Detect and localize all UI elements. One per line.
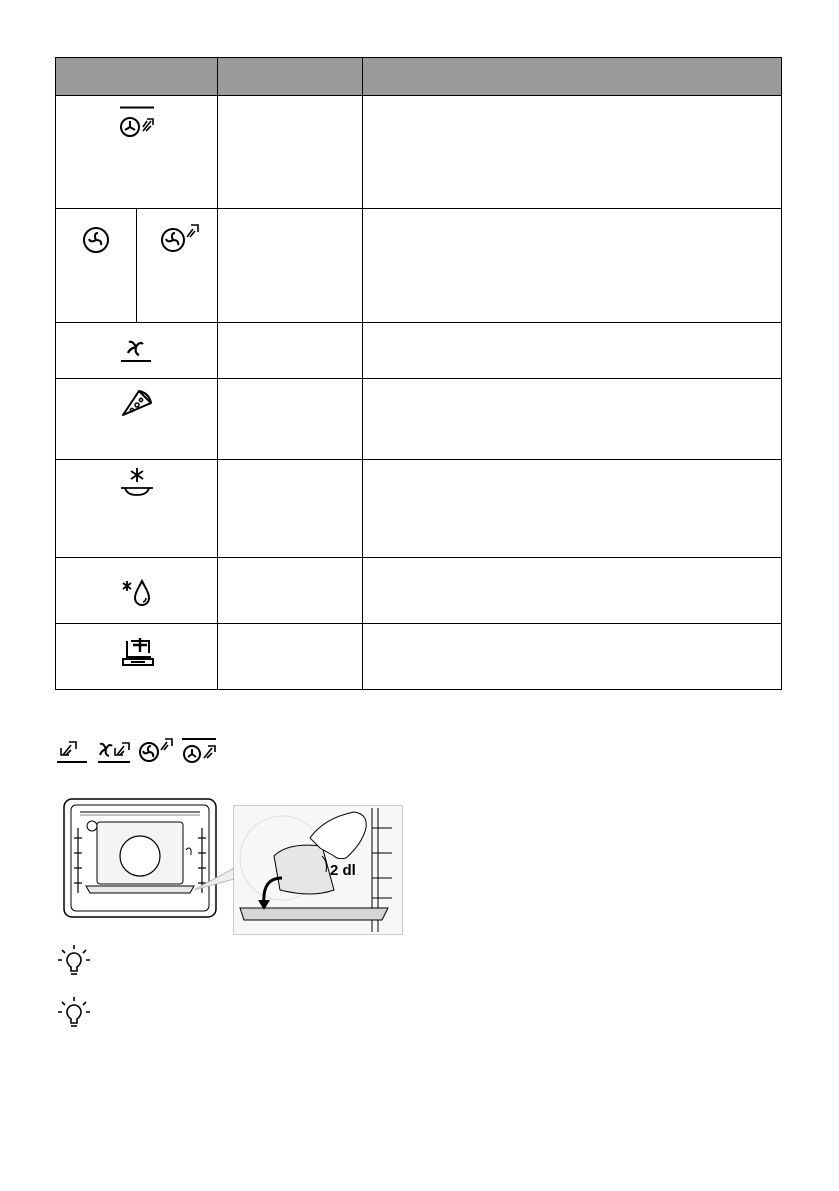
bottom-heat-fan-steam-icon: [96, 737, 132, 765]
water-amount-label: 2 dl: [330, 862, 356, 879]
oven-water-illustration: [62, 798, 404, 936]
hot-air-icon: [81, 225, 111, 255]
hot-air-steam-icon: [158, 221, 202, 255]
pizza-icon: [119, 387, 155, 419]
steam-modes-icon-row: [55, 737, 225, 767]
hot-air-steam-icon: [137, 737, 175, 765]
plate-warming-icon: [119, 635, 157, 671]
top-heat-fan-steam-icon: [117, 105, 157, 141]
bottom-heat-steam-icon: [55, 737, 89, 765]
defrost-icon: [117, 465, 157, 501]
top-heat-fan-steam-icon: [179, 737, 219, 765]
function-table: [55, 57, 782, 690]
lightbulb-icon: [56, 996, 92, 1030]
steam-defrost-icon: [119, 575, 155, 611]
lightbulb-icon: [56, 944, 92, 978]
bottom-heat-fan-icon: [118, 335, 154, 365]
